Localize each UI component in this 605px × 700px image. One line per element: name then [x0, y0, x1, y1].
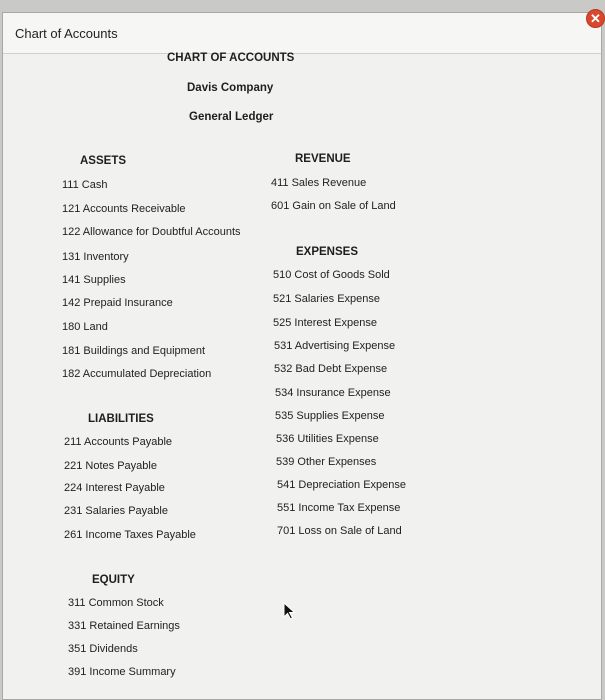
account-item: 180 Land	[62, 321, 108, 333]
account-item: 351 Dividends	[68, 643, 138, 655]
account-item: 701 Loss on Sale of Land	[277, 525, 402, 537]
account-item: 121 Accounts Receivable	[62, 203, 186, 215]
account-item: 182 Accumulated Depreciation	[62, 368, 212, 380]
account-item: 411 Sales Revenue	[271, 177, 367, 189]
close-button[interactable]	[586, 9, 605, 28]
liabilities-heading: LIABILITIES	[88, 413, 154, 425]
title-bar	[3, 10, 601, 54]
account-item: 331 Retained Earnings	[68, 620, 180, 632]
account-item: 525 Interest Expense	[273, 317, 377, 329]
equity-heading: EQUITY	[92, 574, 135, 586]
account-item: 211 Accounts Payable	[64, 436, 173, 448]
window-title: Chart of Accounts	[15, 26, 118, 41]
company-name: Davis Company	[187, 82, 274, 94]
account-item: 521 Salaries Expense	[273, 293, 381, 305]
account-item: 534 Insurance Expense	[275, 387, 391, 399]
account-item: 601 Gain on Sale of Land	[271, 200, 396, 212]
account-item: 531 Advertising Expense	[274, 340, 396, 352]
account-item: 541 Depreciation Expense	[277, 479, 407, 491]
page-title: CHART OF ACCOUNTS	[167, 52, 295, 64]
account-item: 311 Common Stock	[68, 597, 164, 609]
expenses-heading: EXPENSES	[296, 246, 358, 258]
assets-heading: ASSETS	[80, 155, 127, 167]
account-item: 181 Buildings and Equipment	[62, 345, 206, 357]
ledger-name: General Ledger	[189, 111, 274, 123]
account-item: 231 Salaries Payable	[64, 505, 168, 517]
account-item: 141 Supplies	[62, 274, 126, 286]
revenue-heading: REVENUE	[295, 153, 351, 165]
account-item: 261 Income Taxes Payable	[64, 529, 196, 541]
account-item: 551 Income Tax Expense	[277, 502, 401, 514]
mouse-pointer-icon	[283, 602, 297, 625]
account-item: 142 Prepaid Insurance	[62, 297, 173, 309]
account-item: 221 Notes Payable	[64, 460, 157, 472]
account-item: 131 Inventory	[62, 251, 129, 263]
account-item: 111 Cash	[62, 179, 108, 191]
account-item: 532 Bad Debt Expense	[274, 363, 388, 375]
account-item: 536 Utilities Expense	[276, 433, 379, 445]
account-item: 224 Interest Payable	[64, 482, 165, 494]
account-item: 535 Supplies Expense	[275, 410, 385, 422]
account-item: 391 Income Summary	[68, 666, 176, 678]
close-icon: ✕	[590, 10, 601, 26]
account-item: 122 Allowance for Doubtful Accounts	[62, 226, 241, 238]
account-item: 510 Cost of Goods Sold	[273, 269, 390, 281]
account-item: 539 Other Expenses	[276, 456, 377, 468]
